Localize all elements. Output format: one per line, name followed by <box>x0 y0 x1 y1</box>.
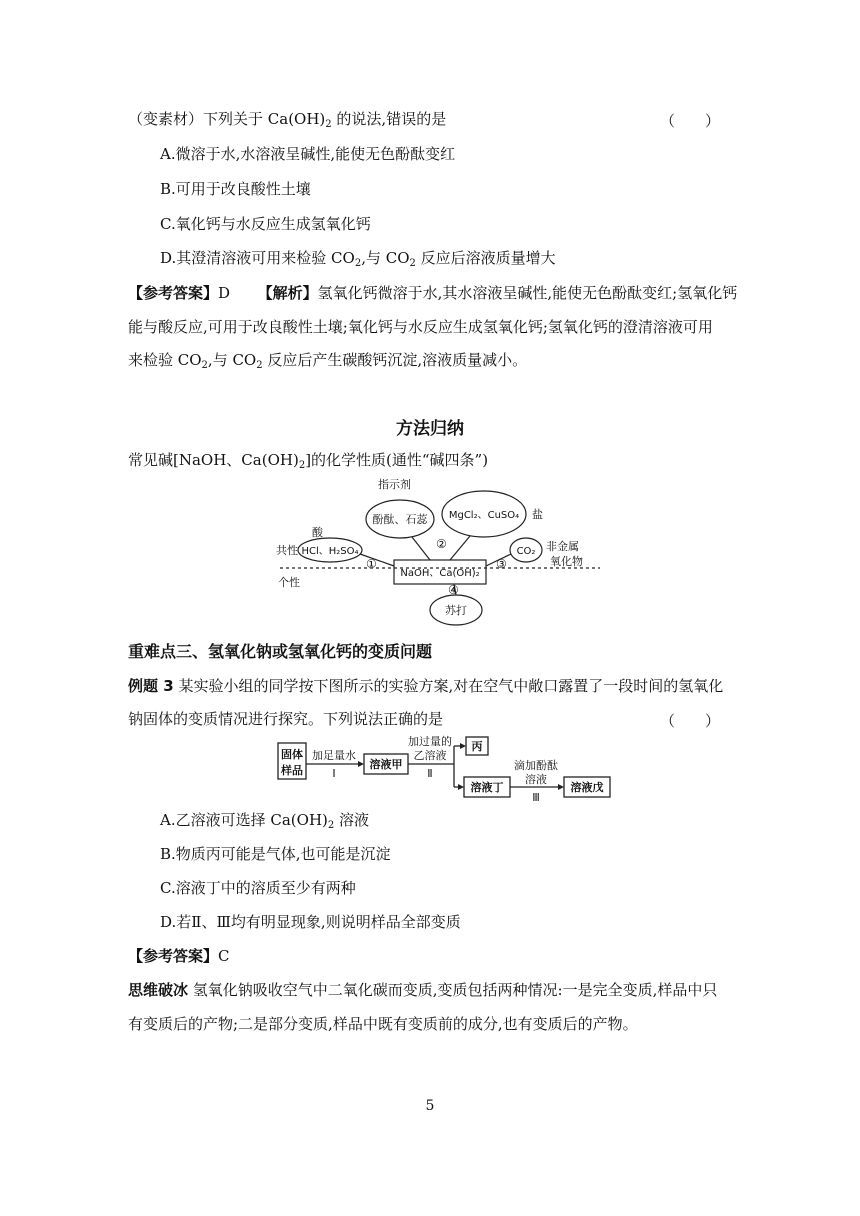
co2-bubble-text: CO₂ <box>516 546 536 557</box>
salt-label: 盐 <box>532 508 543 521</box>
sample-text-1: 固体 <box>281 748 303 761</box>
indicator-bubble-text: 酚酞、石蕊 <box>372 513 428 526</box>
q1-option-c: C.氧化钙与水反应生成氢氧化钙 <box>160 215 371 233</box>
q1-option-a: A.微溶于水,水溶液呈碱性,能使无色酚酞变红 <box>160 145 456 163</box>
example3-answer-bracket: （ ） <box>660 712 721 730</box>
example3-answer <box>128 945 230 967</box>
num-4: ④ <box>448 583 459 597</box>
base-properties-diagram <box>272 474 612 634</box>
analysis-label: 【解析】 <box>257 284 318 302</box>
example3-stem-line1: 例题 3 某实验小组的同学按下图所示的实验方案,对在空气中敞口露置了一段时间的氢氧化 <box>128 677 724 695</box>
step3-label-1: 滴加酚酞 <box>514 759 558 772</box>
num-2: ② <box>436 537 447 551</box>
answer-label: 【参考答案】 <box>128 947 219 965</box>
step3-label-2: 溶液 <box>525 773 547 786</box>
thinking-line2: 有变质后的产物;二是部分变质,样品中既有变质前的成分,也有变质后的产物。 <box>128 1015 638 1033</box>
sample-text-2: 样品 <box>281 764 303 777</box>
nonmetal-label-2: 氧化物 <box>550 555 583 568</box>
salt-bubble-text: MgCl₂、CuSO₄ <box>448 510 520 521</box>
acid-bubble-text: HCl、H₂SO₄ <box>301 546 359 557</box>
example3-stem-line2: 钠固体的变质情况进行探究。下列说法正确的是 <box>128 710 444 728</box>
thinking-line1: 思维破冰 氢氧化钠吸收空气中二氧化碳而变质,变质包括两种情况:一是完全变质,样品中只 <box>128 981 718 999</box>
thinking-label: 思维破冰 <box>128 981 189 999</box>
step3-num: Ⅲ <box>532 791 540 804</box>
individual-label: 个性 <box>278 576 300 589</box>
q1-analysis-line2: 能与酸反应,可用于改良酸性土壤;氧化钙与水反应生成氢氧化钙;氢氧化钙的澄清溶液可用 <box>128 318 713 336</box>
indicator-label: 指示剂 <box>378 478 411 491</box>
experiment-flowchart <box>272 733 622 805</box>
answer-value: D <box>218 284 231 302</box>
common-label: 共性 <box>276 544 298 557</box>
answer-value: C <box>218 947 230 965</box>
method-intro: 常见碱[NaOH、$Ca(OH)_2$]的化学性质(通性“碱四条”) <box>128 451 489 471</box>
q1-answer-bracket: （ ） <box>660 112 721 130</box>
example3-option-b: B.物质丙可能是气体,也可能是沉淀 <box>160 845 391 863</box>
soda-bubble-text: 苏打 <box>445 604 467 617</box>
connector-salt <box>450 536 470 560</box>
q1-option-b: B.可用于改良酸性土壤 <box>160 180 311 198</box>
q1-answer-analysis-line1: 【参考答案】D 【解析】氢氧化钙微溶于水,其水溶液呈碱性,能使无色酚酞变红;氢氧化钙 <box>128 284 738 302</box>
center-box-text: NaOH、Ca(OH)₂ <box>400 568 480 579</box>
num-1: ① <box>366 557 377 571</box>
example3-option-c: C.溶液丁中的溶质至少有两种 <box>160 879 356 897</box>
connector-indicator <box>412 537 430 560</box>
bing-text: 丙 <box>471 740 483 753</box>
nonmetal-label-1: 非金属 <box>546 540 579 553</box>
example3-option-d: D.若Ⅱ、Ⅲ均有明显现象,则说明样品全部变质 <box>160 913 461 931</box>
step2-label-1: 加过量的 <box>408 735 452 748</box>
solution-jia-text: 溶液甲 <box>369 758 403 771</box>
q1-stem: （变素材）下列关于 $Ca(OH)_2$ 的说法,错误的是 <box>128 110 447 130</box>
page-number: 5 <box>425 1098 435 1114</box>
example3-option-a: A.乙溶液可选择 $Ca(OH)_2$ 溶液 <box>160 811 370 831</box>
num-3: ③ <box>496 557 507 571</box>
method-title: 方法归纳 <box>396 419 464 439</box>
q1-option-d: D.其澄清溶液可用来检验 $CO_2$,与 $CO_2$ 反应后溶液质量增大 <box>160 249 556 269</box>
step2-num: Ⅱ <box>427 767 433 780</box>
step2-label-2: 乙溶液 <box>413 749 447 762</box>
section3-title: 重难点三、氢氧化钠或氢氧化钙的变质问题 <box>128 642 433 661</box>
step1-num: Ⅰ <box>332 767 336 780</box>
answer-label: 【参考答案】 <box>128 284 219 302</box>
example3-label: 例题 3 <box>128 677 174 695</box>
solution-wu-text: 溶液戊 <box>570 781 604 794</box>
solution-ding-text: 溶液丁 <box>470 781 504 794</box>
acid-label: 酸 <box>312 526 323 539</box>
q1-analysis-line3: 来检验 $CO_2$,与 $CO_2$ 反应后产生碳酸钙沉淀,溶液质量减小。 <box>128 351 528 371</box>
step1-label: 加足量水 <box>312 749 356 762</box>
